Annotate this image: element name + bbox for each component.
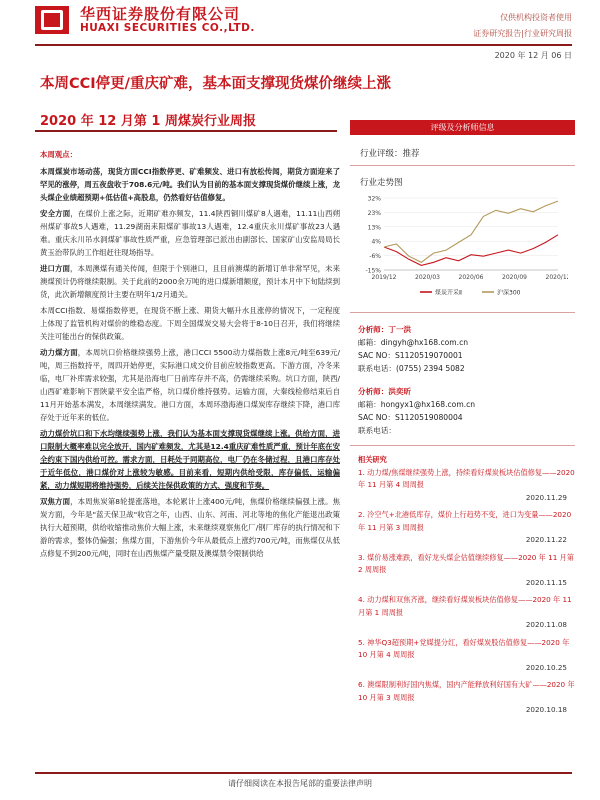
analyst-sac: SAC NO：S1120519070001 [358,351,463,360]
industry-rating: 行业评级：推荐 [350,135,575,166]
paragraph-text: ，本周坑口价格继续强势上涨，港口CCI 5500动力煤指数上涨8元/吨至639元/吨，周三指数持平，周四开始停更，实际港口成交价目前应较指数更高。下游方面，冷冬来临，电厂补库需求较强，尤其是沿海电厂日前库存并不高，仍需继续采购。坑口方面，陕西/山西矿难影响下晋陕蒙平安全监严格，坑口煤价维持强势。运输方面，大秦线检修结束后自11月开始基本满发，本周继续满发。港口方面，本周环渤海港口煤炭库存继续下降，港口库存处于近年来的低位。 [40,348,340,422]
audience-note: 仅供机构投资者使用 [500,13,572,22]
related-link[interactable]: 4. 动力煤和双焦齐涨，继续看好煤炭板块估值修复——2020 年 11 月第 1 周周报 [358,595,572,617]
related-date: 2020.10.18 [525,705,567,714]
legend-label: 沪深300 [497,289,521,297]
analyst-sac: SAC NO：S1120519080004 [358,413,463,422]
footer-divider [35,772,572,774]
trend-chart [358,192,568,302]
paragraph-thermal-coal [40,346,340,424]
paragraph-label: 动力煤方面 [40,348,78,357]
series-line [384,235,558,266]
analyst-info [350,312,575,437]
y-tick-label: -6% [369,253,381,261]
analyst-phone: 联系电话：(0755) 2394 5082 [358,364,465,373]
related-date: 2020.11.08 [525,620,567,629]
x-tick-label: 2020/12 [545,274,568,281]
y-tick-label: 4% [371,238,381,246]
related-link[interactable]: 5. 神华Q3超预期+党媒提分红，看好煤炭股估值修复——2020 年 10 月第 4 周周报 [358,637,570,659]
x-tick-label: 2020/06 [458,274,484,281]
x-tick-label: 2019/12 [371,274,397,281]
header-divider [35,44,572,46]
paragraph-thermal-summary: 动力煤价坑口和下水均继续强势上涨，我们认为基本面支撑现货煤继续上涨。供给方面，进口限制大概率难以完全放开，国内矿难频发，尤其是12.4重庆矿难性质严重，预计年底在安全约束下国内供给可控。需求方面，日耗处于同期高位，电厂仍在冬储过程，且港口库存处于近年低位，港口煤价对上涨较为敏感。目前来看，短期内供给受限，库存偏低，运输偏紧，动力煤短期将维持强势，后续关注保供政策的方式、强度和节奏。 [40,429,340,490]
analyst-email: 邮箱：dingyh@hx168.com.cn [358,338,469,347]
analyst-name: 分析师：洪奕昕 [358,387,412,396]
analyst-email: 邮箱：hongyx1@hx168.com.cn [358,400,476,409]
related-heading: 相关研究 [358,455,387,464]
paragraph-label: 双焦方面 [40,497,71,506]
paragraph-import [40,262,340,301]
paragraph-safety [40,207,340,259]
analyst-phone: 联系电话： [358,426,396,435]
related-research [350,445,575,717]
sidebar [350,120,575,722]
paragraph-text: ，本周澳煤有通关传闻，但限于个别港口，且目前澳煤的新增订单非常罕见，未来澳煤预计仍将继续限制。关于此前的2000余万吨的进口煤新增额度，预计本月中下旬陆续到货，此次新增额度预计主要在明年1/2月通关。 [40,264,340,299]
related-date: 2020.11.15 [525,577,567,587]
x-tick-label: 2020/09 [502,274,527,281]
related-link[interactable]: 2. 冷空气+北港低库存，煤价上行趋势不变，进口为变量——2020 年 11 月第 3 周周报 [358,510,572,532]
paragraph-coking [40,495,340,560]
main-content [40,148,340,563]
sidebar-header: 评级及分析师信息 [350,120,575,135]
paragraph-index: 本周CCI指数、易煤指数停更，在现货不断上涨、期货大幅升水且涨停的情况下，一定程度上体现了监管机构对煤价的维稳态度。下周全国煤炭交易大会将于8-10日召开，我们将继续关注可能出台的保供政策。 [40,306,340,341]
related-date: 2020.11.29 [525,492,567,502]
y-tick-label: 32% [367,195,381,203]
paragraph-overview: 本周煤炭市场动荡，现货方面CCI指数停更、矿难频发、进口有放松传闻，期货方面迎来了罕见的涨停，周五夜盘收于708.6元/吨。我们认为目前的基本面支撑现货煤价继续上涨，龙头煤企业绩超预期+低估值+高股息，仍然看好估值修复。 [40,167,340,202]
paragraph-text: ，在煤价上涨之际，近期矿难亦频发，11.4陕西铜川煤矿8人遇难，11.11山西朔州煤矿事故5人遇难，11.29湖南耒阳煤矿事故13人遇难，12.4重庆永川煤矿事故23人遇难。重庆永川吊水洞煤矿事故性质严重，应急管理部已派出由副部长、国家矿山安监局局长黄玉治带队的工作组赶往现场指导。 [40,209,340,257]
subtitle-divider [35,130,337,132]
company-name-cn: 华西证券股份有限公司 [80,5,241,23]
y-tick-label: -15% [365,267,381,275]
series-line [384,201,558,262]
analyst-name: 分析师：丁一洪 [358,325,412,334]
related-date: 2020.11.22 [525,535,567,544]
footer-disclaimer: 请仔细阅读在本报告尾部的重要法律声明 [228,779,372,788]
legend-label: 煤炭开采Ⅱ [435,289,462,297]
x-tick-label: 2020/03 [415,274,440,281]
paragraph-text: ，本周焦炭第8轮提涨落地，本轮累计上涨400元/吨，焦煤价格继续偏强上涨。焦炭方面，今年是"蓝天保卫战"收官之年，山西、山东、河南、河北等地的焦化产能退出政策执行大超预期，供给收缩推动焦价大幅上涨，未来继续观察焦化厂/钢厂库存的执行情况和下游的需求，整体仍偏强；焦煤方面，下游焦价今年从最低点上涨约700元/吨，而焦煤仅从低点修复不到200元/吨，同时在山西焦煤产量受限及澳煤禁令限制供给 [40,497,340,558]
company-logo-icon [35,6,69,34]
y-tick-label: 23% [367,209,381,217]
y-tick-label: 13% [367,224,381,232]
paragraph-label: 安全方面 [40,209,71,218]
section-heading: 本周观点： [40,150,77,159]
related-date: 2020.10.25 [525,662,567,672]
related-link[interactable]: 3. 煤价易涨难跌，看好龙头煤企估值继续修复——2020 年 11 月第 2 周周报 [358,552,574,574]
report-date: 2020 年 12 月 06 日 [494,51,572,60]
trend-chart-title: 行业走势图 [360,178,403,188]
related-link[interactable]: 1. 动力煤/焦煤继续强势上涨，持续看好煤炭板块估值修复——2020 年 11 月第 4 周周报 [358,467,575,489]
report-subtitle: 2020 年 12 月第 1 周煤炭行业周报 [40,114,256,129]
report-type: 证券研究报告|行业研究周报 [473,29,572,38]
related-link[interactable]: 6. 澳煤限制利好国内焦煤，国内产能释放利好国有大矿——2020 年 10 月第 3 周周报 [358,680,575,702]
company-name-en: HUAXI SECURITIES CO.,LTD. [80,22,255,34]
report-title: 本周CCI停更/重庆矿难，基本面支撑现货煤价继续上涨 [40,76,391,92]
header [0,0,600,60]
paragraph-label: 进口方面 [40,264,71,273]
